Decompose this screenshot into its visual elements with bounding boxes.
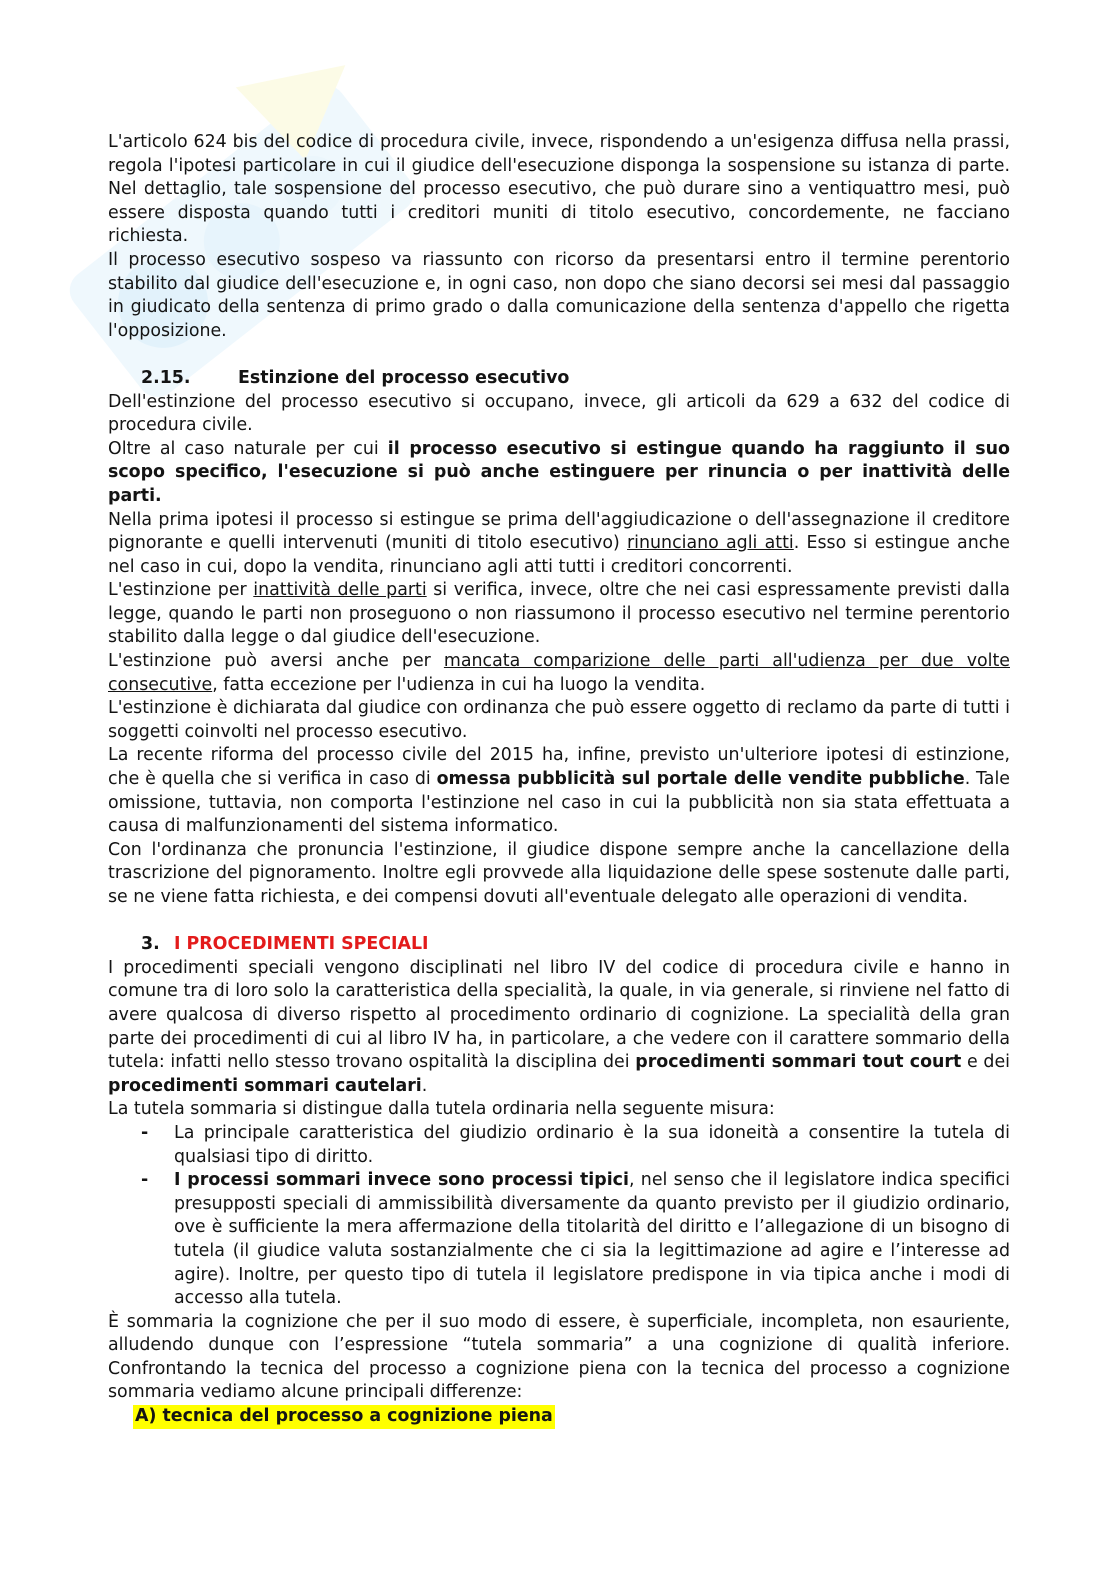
paragraph: L'articolo 624 bis del codice di procedura civile, invece, rispondendo a un'esigenza diffusa nella prassi, regola l'ipotesi particolare in cui il giudice dell'esecuzione disponga la sospensione su istanza di parte. Nel dettaglio, tale sospensione del processo esecutivo, che può durare sino a ventiquattro mesi, può essere disposta quando tutti i creditori muniti di titolo esecutivo, concordemente, ne facciano richiesta.: [108, 132, 1010, 247]
paragraph: Oltre al caso naturale per cui il processo esecutivo si estingue quando ha raggiunto il suo scopo specifico, l'esecuzione si può anche estinguere per rinuncia o per inattività delle parti.: [108, 438, 1010, 506]
paragraph: L'estinzione può aversi anche per mancata comparizione delle parti all'udienza per due volte consecutive, fatta eccezione per l'udienza in cui ha luogo la vendita.: [108, 651, 1010, 695]
highlighted-heading: A) tecnica del processo a cognizione piena: [133, 1405, 555, 1429]
paragraph: È sommaria la cognizione che per il suo modo di essere, è superficiale, incompleta, non esauriente, alludendo dunque con l’espressione “tutela sommaria” a una cognizione di qualità inferiore. Confrontando la tecnica del processo a cognizione piena con la tecnica del processo a cognizione sommaria vediamo alcune principali differenze:: [108, 1311, 1010, 1403]
paragraph: Con l'ordinanza che pronuncia l'estinzione, il giudice dispone sempre anche la cancellazione della trascrizione del pignoramento. Inoltre egli provvede alla liquidazione delle spese sostenute dalle parti, se ne viene fatta richiesta, e dei compensi dovuti all'eventuale delegato alle operazioni di vendita.: [108, 839, 1010, 907]
paragraph: I procedimenti speciali vengono disciplinati nel libro IV del codice di procedura civile e hanno in comune tra di loro solo la caratteristica della specialità, la quale, in via generale, si rinviene nel fatto di avere qualcosa di diverso rispetto al procedimento ordinario di cognizione. La specialità della gran parte dei procedimenti di cui al libro IV ha, in particolare, a che vedere con il carattere sommario della tutela: infatti nello stesso trovano ospitalità la disciplina dei procedimenti sommari tout court e dei procedimenti sommari cautelari.: [108, 957, 1011, 1096]
section-number: 3.: [141, 934, 160, 955]
paragraph: L'estinzione è dichiarata dal giudice con ordinanza che può essere oggetto di reclamo da parte di tutti i soggetti coinvolti nel processo esecutivo.: [108, 698, 1010, 742]
paragraph: Nella prima ipotesi il processo si estingue se prima dell'aggiudicazione o dell'assegnazione il creditore pignorante e quelli intervenuti (muniti di titolo esecutivo) rinunciano agli atti. Esso si estingue anche nel caso in cui, dopo la vendita, rinunciano agli atti tutti i creditori concorrenti.: [108, 509, 1010, 577]
section-title: I PROCEDIMENTI SPECIALI: [174, 934, 429, 955]
section-heading-3: [108, 933, 1010, 957]
paragraph: La tutela sommaria si distingue dalla tutela ordinaria nella seguente misura:: [108, 1099, 775, 1120]
paragraph: Dell'estinzione del processo esecutivo si occupano, invece, gli articoli da 629 a 632 del codice di procedura civile.: [108, 391, 1010, 436]
document-page: [108, 131, 1010, 1429]
paragraph: Il processo esecutivo sospeso va riassunto con ricorso da presentarsi entro il termine perentorio stabilito dal giudice dell'esecuzione e, in ogni caso, non dopo che siano decorsi sei mesi dal passaggio in giudicato della sentenza di primo grado o dalla comunicazione della sentenza d'appello che rigetta l'opposizione.: [108, 249, 1010, 341]
list-item: - La principale caratteristica del giudizio ordinario è la sua idoneità a consentire la tutela di qualsiasi tipo di diritto.: [141, 1122, 1010, 1167]
section-heading-2-15: [108, 367, 1010, 391]
subheading-a: [108, 1405, 1010, 1429]
bullet-list: [108, 1122, 1010, 1311]
paragraph: La recente riforma del processo civile del 2015 ha, infine, previsto un'ulteriore ipotesi di estinzione, che è quella che si verifica in caso di omessa pubblicità sul portale delle vendite pubbliche. Tale omissione, tuttavia, non comporta l'estinzione nel caso in cui la pubblicità non sia stata effettuata a causa di malfunzionamenti del sistema informatico.: [108, 745, 1010, 837]
section-title: Estinzione del processo esecutivo: [238, 367, 570, 388]
list-item: - I processi sommari invece sono processi tipici, nel senso che il legislatore indica specifici presupposti speciali di ammissibilità diversamente da quanto previsto per il giudizio ordinario, ove è sufficiente la mera affermazione della titolarità del diritto e l’allegazione di un bisogno di tutela (il giudice valuta sostanzialmente che ci sia la legittimazione ad agire e l’interesse ad agire). Inoltre, per questo tipo di tutela il legislatore predispone in via tipica anche i modi di accesso alla tutela.: [141, 1170, 1010, 1309]
section-number: 2.15.: [141, 367, 191, 388]
paragraph: L'estinzione per inattività delle parti si verifica, invece, oltre che nei casi espressamente previsti dalla legge, quando le parti non proseguono o non riassumono il processo esecutivo nel termine perentorio stabilito dalla legge o dal giudice dell'esecuzione.: [108, 580, 1011, 648]
